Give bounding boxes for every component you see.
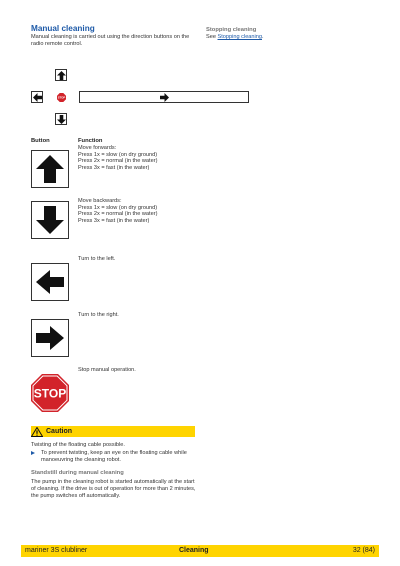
caution-action-text: To prevent twisting, keep an eye on the floating cable while manoeuvring the cleaning robot. <box>41 450 187 463</box>
standstill-heading: Standstill during manual cleaning <box>31 470 124 476</box>
remote-direction-pad <box>31 69 91 129</box>
right-function <box>78 312 200 319</box>
backward-button-image <box>31 201 69 239</box>
arrow-right-icon <box>35 323 65 353</box>
function-line: Move backwards: <box>78 198 122 204</box>
arrow-left-icon <box>33 93 42 102</box>
section-title: Manual cleaning <box>31 24 95 33</box>
function-line: Press 2x = normal (in the water) <box>78 211 158 218</box>
pad-stop-label: STOP <box>57 95 65 100</box>
function-line: Turn to the right. <box>78 312 119 318</box>
left-function <box>78 256 200 263</box>
stopping-reference <box>206 34 376 41</box>
pad-down-key <box>55 113 67 125</box>
standstill-text: The pump in the cleaning robot is started automatically at the start of cleaning. If the drive is out of operation for more than 2 minutes, the pump switches off automatically. <box>31 479 196 500</box>
arrow-left-icon <box>35 267 65 297</box>
caution-label: Caution <box>46 428 73 435</box>
function-line: Press 1x = slow (on dry ground) <box>78 151 158 158</box>
forward-button-image <box>31 150 69 188</box>
arrow-down-icon <box>35 205 65 235</box>
footer-chapter: Cleaning <box>179 547 209 554</box>
stopping-suffix: . <box>262 34 264 40</box>
arrow-up-icon <box>35 154 65 184</box>
stopping-heading: Stopping cleaning <box>206 27 257 33</box>
stopping-cleaning-link[interactable]: Stopping cleaning <box>217 34 262 40</box>
pad-left-key <box>31 91 43 103</box>
arrow-up-icon <box>57 71 66 80</box>
function-line: Press 1x = slow (on dry ground) <box>78 204 158 211</box>
forward-function <box>78 145 200 171</box>
footer-product: mariner 3S clubliner <box>25 547 88 554</box>
stop-button-image <box>31 374 69 412</box>
left-button-image <box>31 263 69 301</box>
function-line: Stop manual operation. <box>78 367 136 373</box>
bullet-arrow-icon <box>31 451 35 455</box>
stop-sign-icon <box>31 374 69 412</box>
function-line: Press 3x = fast (in the water) <box>78 164 150 171</box>
pad-up-key <box>55 69 67 81</box>
stopping-cleaning-section <box>206 26 376 41</box>
caution-warning-text: Twisting of the floating cable possible. <box>31 442 125 448</box>
warning-triangle-icon <box>31 427 43 437</box>
backward-function <box>78 198 200 224</box>
function-line: Move forwards: <box>78 145 117 151</box>
pad-stop-key <box>53 89 69 105</box>
pad-right-key <box>79 91 249 103</box>
stop-sign-icon <box>57 93 66 102</box>
arrow-down-icon <box>57 115 66 124</box>
right-button-image <box>31 319 69 357</box>
function-line: Press 2x = normal (in the water) <box>78 158 158 165</box>
stopping-prefix: See <box>206 34 218 40</box>
stop-function <box>78 367 200 374</box>
arrow-right-icon <box>160 93 169 102</box>
caution-action <box>31 450 201 464</box>
caution-banner <box>31 426 195 437</box>
function-line: Turn to the left. <box>78 256 116 262</box>
stop-sign-label: STOP <box>33 386 67 401</box>
manual-cleaning-section <box>31 24 199 48</box>
column-header-button: Button <box>31 138 50 144</box>
section-intro: Manual cleaning is carried out using the direction buttons on the radio remote control. <box>31 34 190 47</box>
page-footer <box>21 545 379 557</box>
column-header-function: Function <box>78 138 103 144</box>
function-line: Press 3x = fast (in the water) <box>78 217 150 224</box>
footer-page-number: 32 (84) <box>352 547 375 554</box>
